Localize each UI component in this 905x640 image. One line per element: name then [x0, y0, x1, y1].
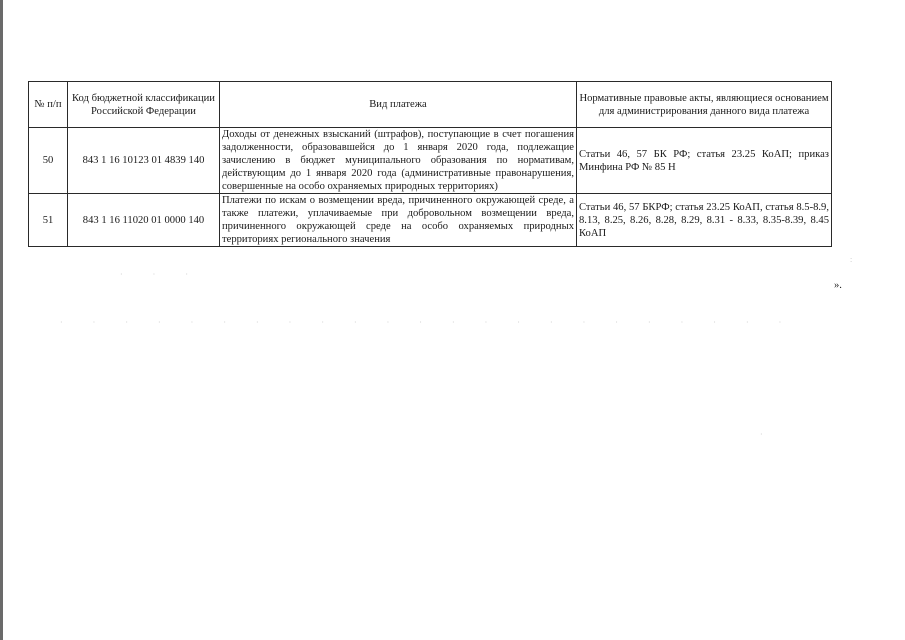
row-budget-code: 843 1 16 10123 01 4839 140	[68, 128, 220, 194]
scan-noise: · · · · · · · · · · · · · · · · · · · · · · ·	[60, 318, 796, 327]
header-payment-type: Вид платежа	[220, 82, 577, 128]
row-legal-acts: Статьи 46, 57 БК РФ; статья 23.25 КоАП; приказ Минфина РФ № 85 Н	[577, 128, 832, 194]
header-budget-code: Код бюджетной классификации Российской Федерации	[68, 82, 220, 128]
row-payment-description: Доходы от денежных взысканий (штрафов), поступающие в счет погашения задолженности, образовавшейся до 1 января 2020 года, подлежащие зачислению в бюджет муниципального образования по нормативам, действующим до 1 января 2020 года (административные правонарушения, совершенные на особо охраняемых природных территориях)	[220, 128, 577, 194]
row-number: 50	[29, 128, 68, 194]
row-budget-code: 843 1 16 11020 01 0000 140	[68, 194, 220, 247]
row-number: 51	[29, 194, 68, 247]
scan-noise: ·	[760, 430, 777, 439]
closing-quote-mark: ».	[834, 280, 842, 291]
scan-noise: :	[850, 255, 867, 264]
header-legal-acts: Нормативные правовые акты, являющиеся основанием для администрирования данного вида платежа	[577, 82, 832, 128]
header-number: № п/п	[29, 82, 68, 128]
scan-left-edge	[0, 0, 3, 640]
row-legal-acts: Статьи 46, 57 БКРФ; статья 23.25 КоАП, статья 8.5-8.9, 8.13, 8.25, 8.26, 8.28, 8.29, 8.31 - 8.33, 8.35-8.39, 8.45 КоАП	[577, 194, 832, 247]
scan-noise: · · ·	[120, 270, 202, 279]
table-header-row	[29, 82, 832, 128]
row-payment-description: Платежи по искам о возмещении вреда, причиненного окружающей среде, а также платежи, уплачиваемые при добровольном возмещении вреда, причиненного окружающей среде на особо охраняемых природных территориях регионального значения	[220, 194, 577, 247]
table-row	[29, 194, 832, 247]
payments-table	[28, 81, 832, 247]
table-row	[29, 128, 832, 194]
